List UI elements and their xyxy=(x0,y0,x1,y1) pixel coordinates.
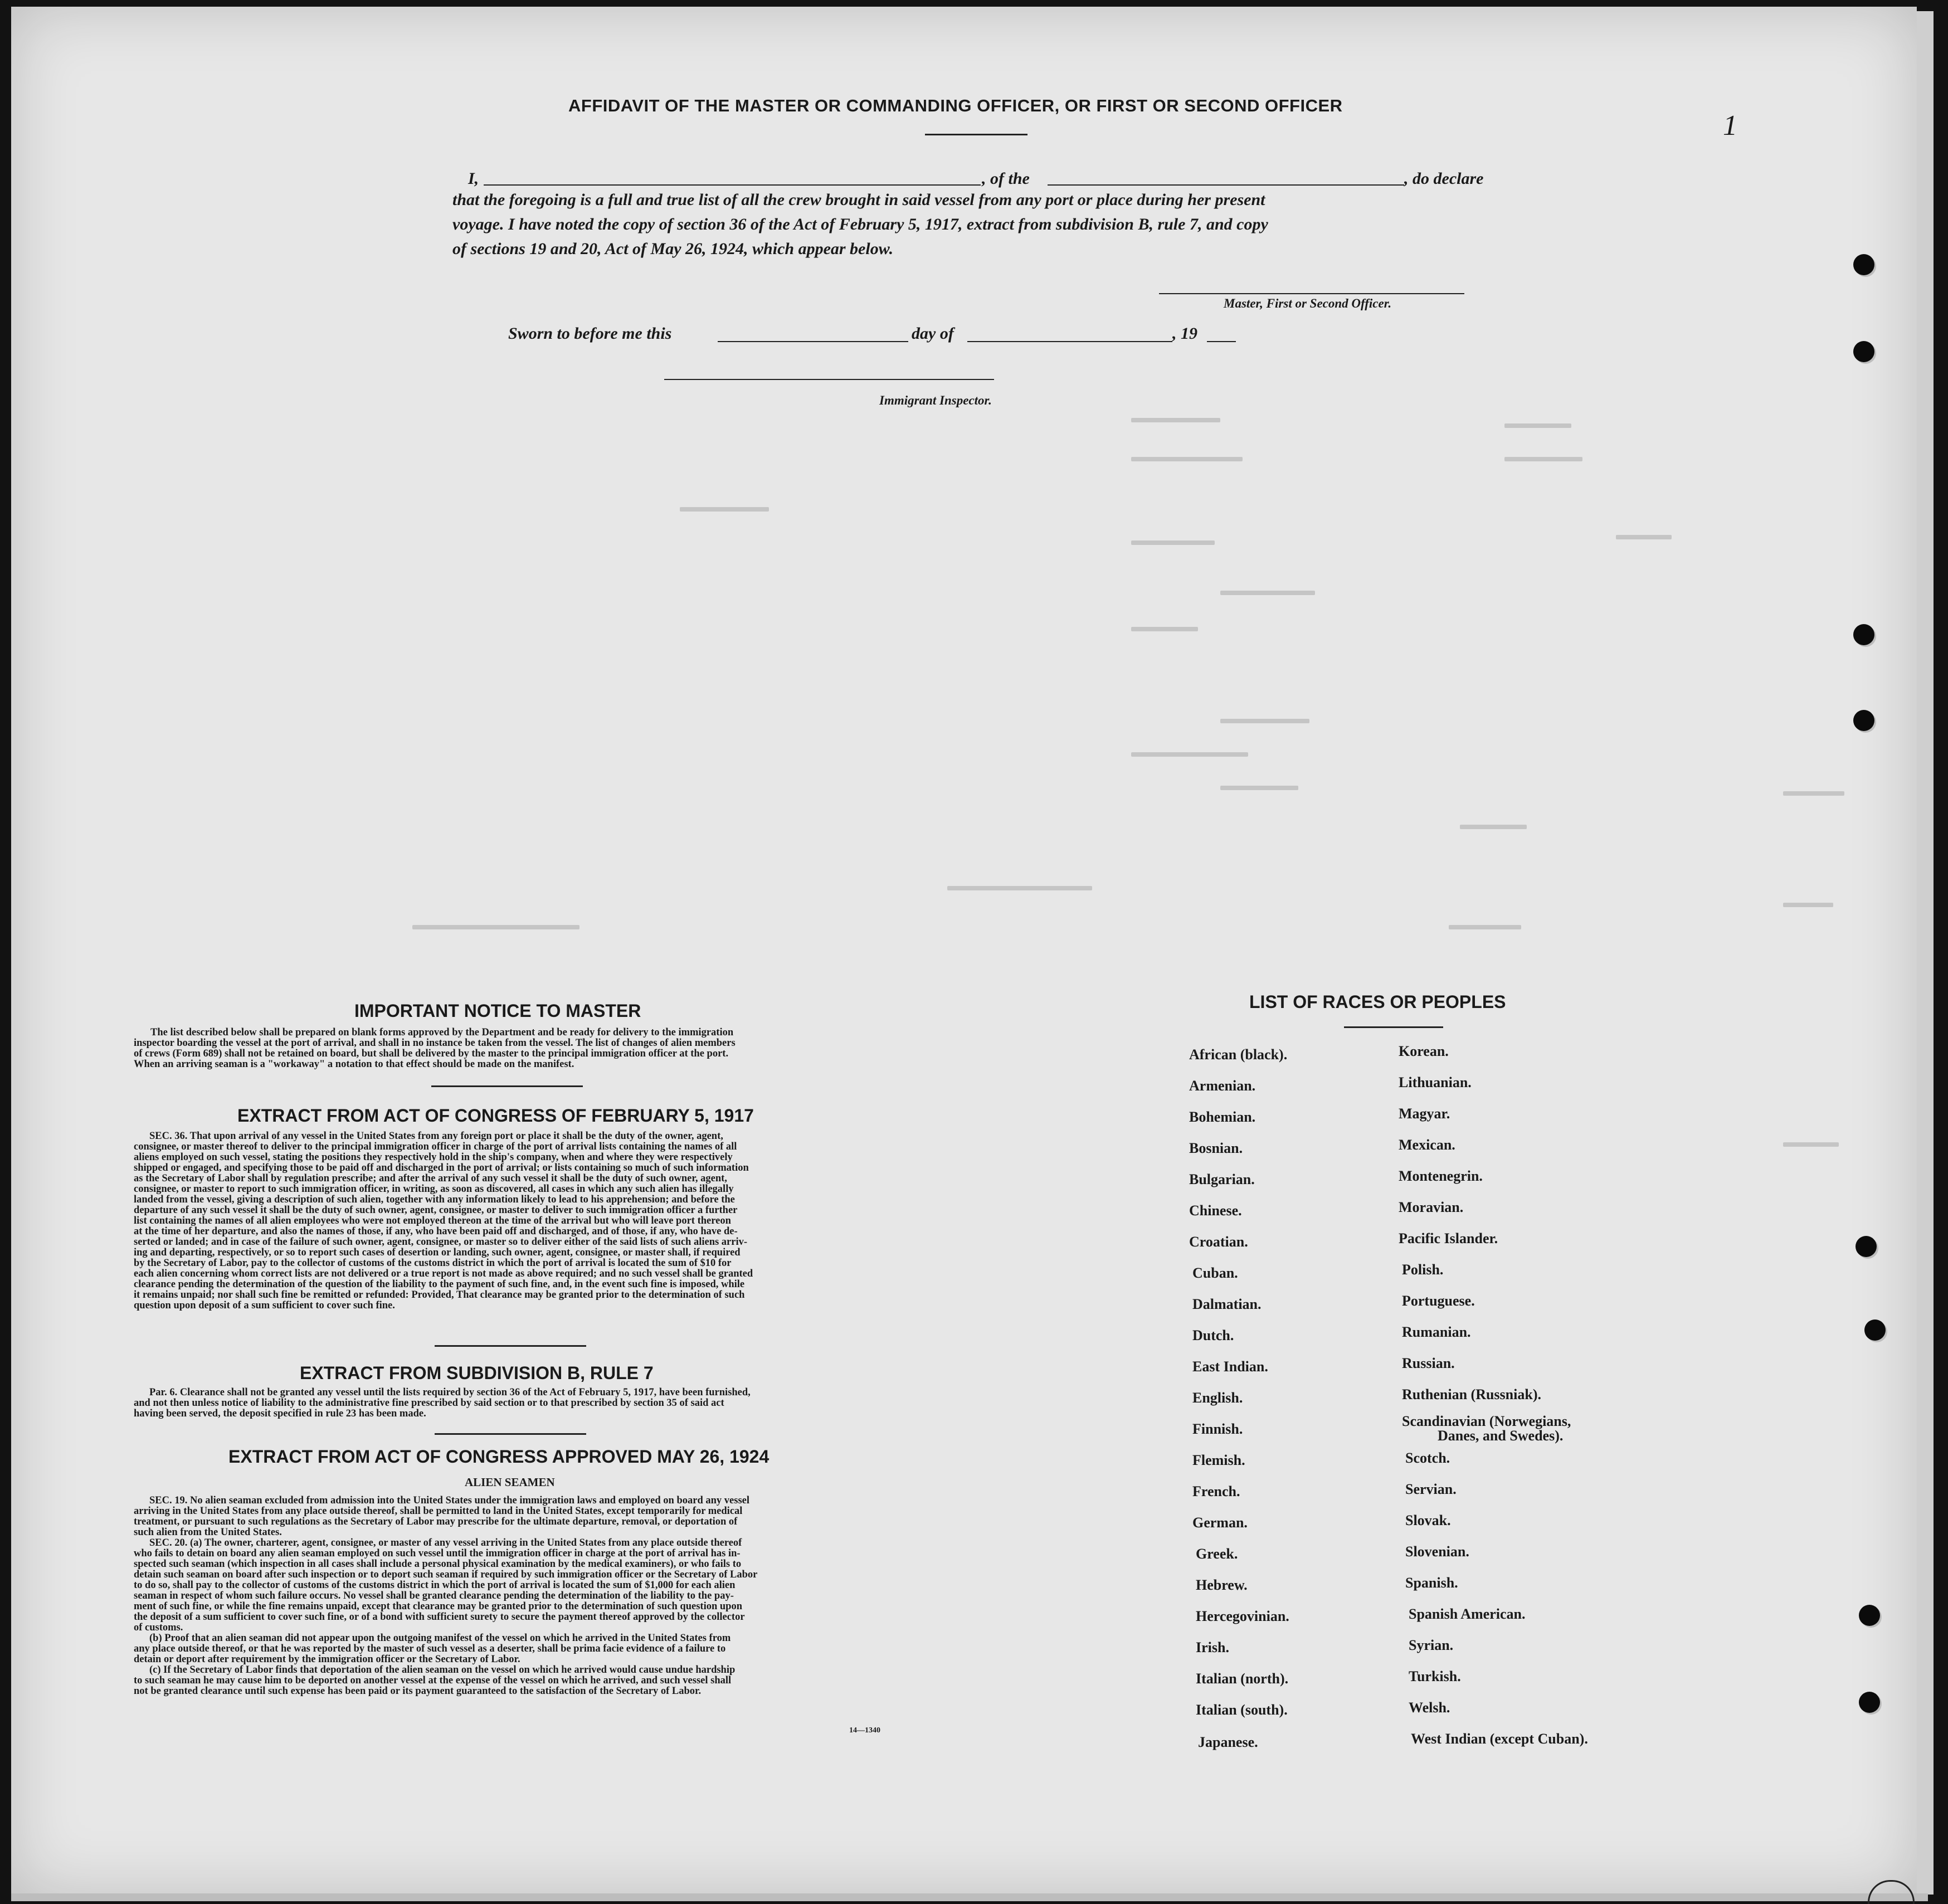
race-item: English. xyxy=(1192,1390,1243,1406)
race-item: Chinese. xyxy=(1189,1202,1242,1219)
extract-1924-line: arriving in the United States from any place outside thereof, shall be permitted to land in the United States, except temporarily for medical xyxy=(134,1506,743,1517)
race-item: Bosnian. xyxy=(1189,1140,1243,1156)
master-signature-line[interactable] xyxy=(1159,293,1464,294)
declare-end: , do declare xyxy=(1404,169,1484,188)
extract-1924-line: who fails to detain on board any alien seaman employed on such vessel until the immigration officer in charge at the port of arrival has in- xyxy=(134,1548,741,1559)
form-number: 14—1340 xyxy=(849,1726,880,1735)
extract-1924-line: to such seaman he may cause him to be deported on another vessel at the expense of the vessel on which he arrived, and such vessel shall xyxy=(134,1675,732,1686)
extract-1917-line: shipped or engaged, and specifying those to be paid off and discharged in the port of arrival; or lists containing so much of such information xyxy=(134,1162,749,1173)
extract-1917-line: question upon deposit of a sum sufficient to cover such fine. xyxy=(134,1300,395,1311)
notice-divider xyxy=(431,1085,583,1087)
race-item: Japanese. xyxy=(1198,1734,1258,1750)
race-item: Cuban. xyxy=(1192,1265,1238,1281)
race-item: Montenegrin. xyxy=(1399,1168,1483,1184)
race-item: Flemish. xyxy=(1192,1452,1245,1468)
notice-line: When an arriving seaman is a "workaway" a notation to that effect should be made on the manifest. xyxy=(134,1059,574,1070)
extract-1917-line: SEC. 36. That upon arrival of any vessel in the United States from any foreign port or place it shall be the duty of the owner, agent, xyxy=(149,1131,723,1142)
affidavit-body-line-2: voyage. I have noted the copy of section 36 of the Act of February 5, 1917, extract from subdivision B, rule 7, and copy xyxy=(452,215,1268,233)
extract-1917-line: aliens employed on such vessel, stating the positions they respectively hold in the ship's company, when and where they were respectively xyxy=(134,1152,733,1163)
extract-1924-line: seaman in respect of whom such failure occurs. No vessel shall be granted clearance pending the determination of the liability to the pay- xyxy=(134,1590,734,1601)
race-item: African (black). xyxy=(1189,1046,1288,1063)
extract-rule7-title: EXTRACT FROM SUBDIVISION B, RULE 7 xyxy=(300,1363,654,1383)
race-item: Turkish. xyxy=(1409,1668,1461,1684)
extract-1917-line: at the time of her departure, and also the names of those, if any, who have been paid off and discharged, and of those, if any, who have de- xyxy=(134,1226,738,1237)
sworn-year: , 19 xyxy=(1172,324,1197,343)
extract-1917-line: serted or landed; and in case of the failure of such owner, agent, consignee, or master so to deliver either of the said lists of such aliens arriv- xyxy=(134,1236,748,1248)
race-item: Russian. xyxy=(1402,1355,1455,1371)
race-item: Italian (north). xyxy=(1196,1671,1289,1687)
extract-1917-line: landed from the vessel, giving a description of such alien, together with any information likely to lead to his apprehension; and before the xyxy=(134,1194,735,1205)
extract-1917-divider xyxy=(435,1345,586,1347)
race-item: Mexican. xyxy=(1399,1137,1455,1153)
race-item: Spanish. xyxy=(1405,1575,1458,1591)
extract-1917-line: consignee, or master thereof to deliver to the principal immigration officer in charge of the port of arrival lists containing the names of all xyxy=(134,1141,737,1152)
race-item: Pacific Islander. xyxy=(1399,1230,1498,1246)
extract-1924-line: detain or deport after requirement by the immigration officer or the Secretary of Labor. xyxy=(134,1654,520,1665)
extract-1924-line: SEC. 19. No alien seaman excluded from admission into the United States under the immigration laws and employed on board any vessel xyxy=(149,1495,750,1506)
race-item: Syrian. xyxy=(1409,1637,1454,1653)
race-item-continued: Danes, and Swedes). xyxy=(1438,1428,1564,1444)
race-item: Moravian. xyxy=(1399,1199,1464,1215)
extract-1924-title: EXTRACT FROM ACT OF CONGRESS APPROVED MAY 26, 1924 xyxy=(228,1447,770,1467)
race-item: Bohemian. xyxy=(1189,1109,1256,1125)
race-item: French. xyxy=(1192,1483,1240,1499)
race-item: Slovak. xyxy=(1405,1512,1451,1528)
notice-line: The list described below shall be prepared on blank forms approved by the Department and be ready for delivery to the immigration xyxy=(150,1027,734,1038)
extract-1917-line: by the Secretary of Labor, pay to the collector of customs of the customs district in which the port of arrival is located the sum of $10 for xyxy=(134,1258,732,1269)
race-item: East Indian. xyxy=(1192,1358,1268,1375)
race-item: Rumanian. xyxy=(1402,1324,1471,1340)
extract-1917-line: clearance pending the determination of the question of the liability to the payment of such fine, and, in the event such fine is imposed, while xyxy=(134,1279,745,1290)
affidavit-handwritten-mark: 1 xyxy=(1723,110,1737,142)
extract-1917-title: EXTRACT FROM ACT OF CONGRESS OF FEBRUARY 5, 1917 xyxy=(237,1106,754,1126)
notice-line: of crews (Form 689) shall not be retained on board, but shall be delivered by the master to the principal immigration officer at the port. xyxy=(134,1048,729,1059)
extract-1917-line: ing and departing, respectively, or so to report such cases of desertion or landing, such owner, agent, consignee, or master shall, if required xyxy=(134,1247,741,1258)
extract-1917-text xyxy=(134,1131,919,1311)
affidavit-title-rule xyxy=(925,134,1027,135)
race-item: Ruthenian (Russniak). xyxy=(1402,1386,1541,1403)
sworn-day-field[interactable] xyxy=(718,341,908,342)
declare-i: I, xyxy=(468,169,479,188)
race-item: West Indian (except Cuban). xyxy=(1411,1731,1588,1747)
notice-line: inspector boarding the vessel at the port of arrival, and shall in no instance be taken from the vessel. The list of changes of alien members xyxy=(134,1038,736,1049)
race-item: Irish. xyxy=(1196,1639,1229,1655)
affidavit-body-line-3: of sections 19 and 20, Act of May 26, 1924, which appear below. xyxy=(452,240,894,258)
race-item: Portuguese. xyxy=(1402,1293,1475,1309)
affidavit-title: AFFIDAVIT OF THE MASTER OR COMMANDING OFFICER, OR FIRST OR SECOND OFFICER xyxy=(568,96,1343,115)
extract-1924-line: any place outside thereof, or that he was reported by the master of such vessel as a deserter, shall be prima facie evidence of a failure to xyxy=(134,1643,726,1654)
page-edge-bottom xyxy=(11,1893,1928,1901)
extract-1924-line: such alien from the United States. xyxy=(134,1527,282,1538)
extract-1924-line: the deposit of a sum sufficient to cover such fine, or of a bond with sufficient surety to secure the payment thereof approved by the collector xyxy=(134,1611,745,1623)
inspector-caption: Immigrant Inspector. xyxy=(879,393,992,407)
race-item: Korean. xyxy=(1399,1043,1449,1059)
extract-1924-text xyxy=(134,1496,919,1697)
notice-title: IMPORTANT NOTICE TO MASTER xyxy=(354,1001,641,1021)
race-item: Dalmatian. xyxy=(1192,1296,1262,1312)
page-edge xyxy=(1917,11,1934,1895)
declarant-name-field[interactable] xyxy=(484,184,981,186)
affidavit-body-line-1: that the foregoing is a full and true list of all the crew brought in said vessel from any port or place during her present xyxy=(452,191,1265,209)
extract-1924-line: SEC. 20. (a) The owner, charterer, agent, consignee, or master of any vessel arriving in the United States from any place outside thereof xyxy=(149,1537,742,1548)
race-item: Welsh. xyxy=(1409,1700,1450,1716)
extract-1924-line: to do so, shall pay to the collector of customs of the customs district in which the port of arrival is located the sum of $1,000 for each alien xyxy=(134,1580,736,1591)
races-title: LIST OF RACES OR PEOPLES xyxy=(1249,992,1506,1012)
vessel-name-field[interactable] xyxy=(1048,184,1404,186)
race-item: Slovenian. xyxy=(1405,1543,1469,1560)
extract-1924-line: detain such seaman on board after such inspection or to deport such seaman if required by such immigration officer or the Secretary of Labor xyxy=(134,1569,758,1580)
extract-1924-subtitle: ALIEN SEAMEN xyxy=(465,1476,555,1489)
extract-1924-line: ment of such fine, or while the fine remains unpaid, except that clearance may be granted prior to the determination of such question upon xyxy=(134,1601,742,1612)
race-item: Croatian. xyxy=(1189,1234,1248,1250)
sworn-day-of: day of xyxy=(912,324,954,343)
declare-of-the: , of the xyxy=(982,169,1030,188)
extract-1917-line: as the Secretary of Labor shall by regulation prescribe; and after the arrival of any such vessel it shall be the duty of such owner, agent, xyxy=(134,1173,727,1184)
race-item: Spanish American. xyxy=(1409,1606,1526,1622)
extract-rule7-line: Par. 6. Clearance shall not be granted any vessel until the lists required by section 36 of the Act of February 5, 1917, have been furnished, xyxy=(149,1387,751,1398)
extract-rule7-line: and not then unless notice of liability to the administrative fine prescribed by said section or to that prescribed by section 35 of said act xyxy=(134,1397,724,1409)
race-item: Finnish. xyxy=(1192,1421,1243,1437)
race-item: Lithuanian. xyxy=(1399,1074,1472,1090)
sworn-year-field[interactable] xyxy=(1207,341,1236,342)
race-item: Hercegovinian. xyxy=(1196,1608,1289,1624)
race-item: Polish. xyxy=(1402,1262,1444,1278)
extract-1917-line: each alien concerning whom correct lists are not delivered or a true report is not made as above required; and no such vessel shall be granted xyxy=(134,1268,753,1279)
sworn-month-field[interactable] xyxy=(967,341,1172,342)
race-item: Hebrew. xyxy=(1196,1577,1248,1593)
race-item: Greek. xyxy=(1196,1546,1238,1562)
master-signature-caption: Master, First or Second Officer. xyxy=(1224,296,1392,310)
extract-1917-line: departure of any such vessel it shall be the duty of such owner, agent, consignee, or master to deliver to such immigration officer a further xyxy=(134,1205,738,1216)
race-item: German. xyxy=(1192,1515,1248,1531)
notice-text xyxy=(134,1028,914,1070)
inspector-signature-line[interactable] xyxy=(664,379,994,380)
race-item: Italian (south). xyxy=(1196,1702,1288,1718)
extract-rule7-divider xyxy=(435,1433,586,1435)
extract-1917-line: list containing the names of all alien employees who were not employed thereon at the time of the arrival but who will leave port thereon xyxy=(134,1215,731,1226)
extract-1924-line: treatment, or pursuant to such regulations as the Secretary of Labor may prescribe for the ultimate departure, removal, or deportation of xyxy=(134,1516,738,1527)
extract-1924-line: spected such seaman (which inspection in all cases shall include a personal physical examination by the medical examiners), or who fails to xyxy=(134,1559,742,1570)
extract-1917-line: consignee, or master to report to such immigration officer, in writing, as soon as discovered, all cases in which any such alien has illegally xyxy=(134,1184,734,1195)
races-title-rule xyxy=(1344,1026,1443,1028)
race-item: Scotch. xyxy=(1405,1450,1450,1466)
race-item: Magyar. xyxy=(1399,1106,1450,1122)
extract-rule7-line: having been served, the deposit specified in rule 23 has been made. xyxy=(134,1408,426,1419)
extract-1924-line: not be granted clearance until such expense has been paid or its payment guaranteed to the satisfaction of the Secretary of Labor. xyxy=(134,1686,702,1697)
extract-rule7-text xyxy=(134,1387,919,1419)
race-item: Armenian. xyxy=(1189,1078,1256,1094)
race-item: Bulgarian. xyxy=(1189,1171,1255,1187)
extract-1924-line: of customs. xyxy=(134,1622,183,1633)
extract-1924-line: (c) If the Secretary of Labor finds that deportation of the alien seaman on the vessel on which he arrived would cause undue hardship xyxy=(149,1664,736,1676)
extract-1924-line: (b) Proof that an alien seaman did not appear upon the outgoing manifest of the vessel on which he arrived in the United States from xyxy=(149,1633,731,1644)
race-item: Servian. xyxy=(1405,1481,1457,1497)
race-item: Scandinavian (Norwegians, xyxy=(1402,1413,1571,1429)
sworn-before: Sworn to before me this xyxy=(508,324,672,343)
race-item: Dutch. xyxy=(1192,1327,1234,1343)
extract-1917-line: it remains unpaid; nor shall such fine be remitted or refunded: Provided, That clearance may be granted prior to the determination of such xyxy=(134,1289,745,1301)
